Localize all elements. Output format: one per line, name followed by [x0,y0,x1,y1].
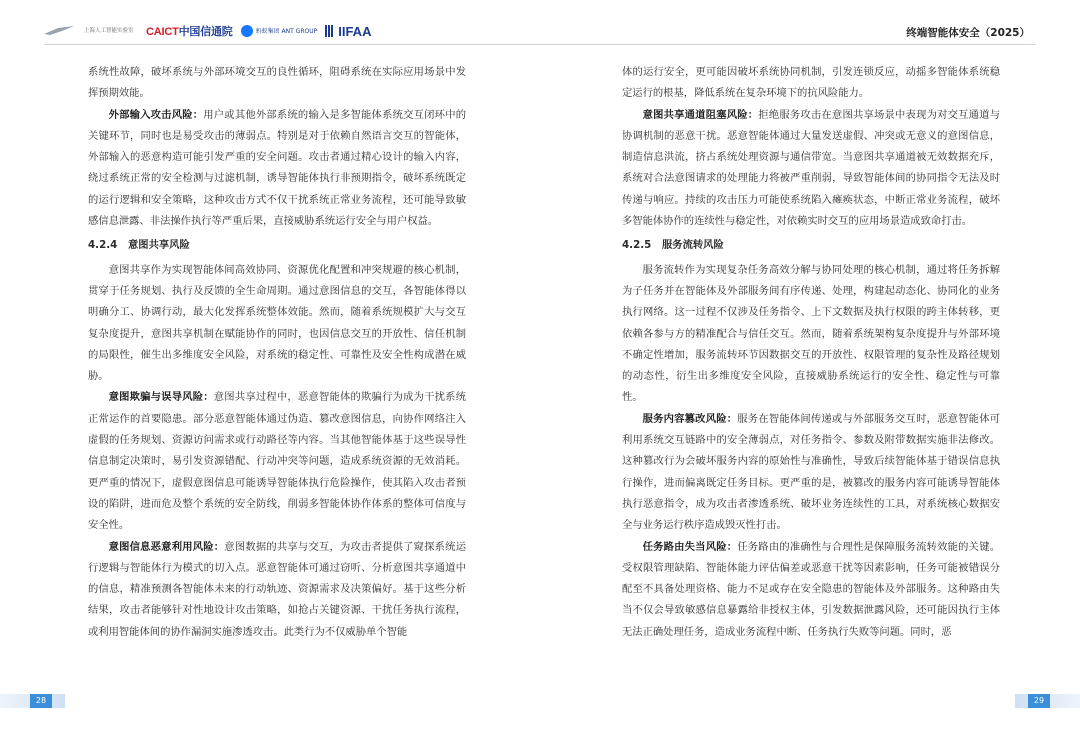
section-title: 服务流转风险 [662,239,724,252]
page-header [0,0,1080,44]
iifaa-mark-icon [325,25,335,37]
partner-logos [44,20,371,42]
right-risk-heading-tampering: 服务内容篡改风险： [642,412,738,425]
iifaa-logo-text: IIFAA [338,23,372,39]
ant-group-logo-text: 蚂蚁集团 ANT GROUP [255,27,318,35]
right-paragraph-1: 体的运行安全，更可能因破坏系统协同机制，引发连锁反应，动摇多智能体系统稳定运行的根基，降低系统在复杂环境下的抗风险能力。 [622,66,1000,100]
left-risk-heading-misuse: 意图信息恶意利用风险： [108,540,225,553]
section-heading-4-2-5 [622,235,1000,256]
left-page-column [88,62,466,643]
ant-circle-icon [241,25,253,37]
right-page-column [622,62,1000,643]
left-paragraph-external-input [88,105,466,233]
caict-logo [146,23,233,39]
right-risk-heading-routing: 任务路由失当风险： [642,540,738,553]
section-title: 意图共享风险 [128,239,190,252]
left-risk-body-deception: 意图共享过程中，恶意智能体的欺骗行为成为干扰系统正常运作的首要隐患。部分恶意智能体通过伪造、篡改意图信息，向协作网络注入虚假的任务规划、资源访问需求或行动路径等内容。当其他智能体基于这些误导性信息制定决策时，易引发资源错配、行动冲突等问题，造成系统资源的无效消耗。更严重的情况下，虚假意图信息可能诱导智能体执行危险操作，使其陷入攻击者预设的陷阱，进而危及整个系统的安全防线，削弱多智能体协作体系的整体可信度与安全性。 [88,391,467,532]
section-number: 4.2.5 [622,239,652,252]
shanghai-ai-lab-logo: 上海人工智能实验室 [84,27,134,34]
header-divider [44,44,1036,45]
document-title: 终端智能体安全（2025） [906,27,1030,39]
iifaa-logo [325,24,371,39]
left-risk-body-misuse: 意图数据的共享与交互，为攻击者提供了窥探系统运行逻辑与智能体行为模式的切入点。恶意智能体可通过窃听、分析意图共享通道中的信息，精准预测各智能体未来的行动轨迹、资源需求及决策偏好。基于这些分析结果，攻击者能够针对性地设计攻击策略，如抢占关键资源、干扰任务执行流程，或利用智能体间的协作漏洞实施渗透攻击。此类行为不仅威胁单个智能 [88,540,466,638]
right-paragraph-tampering [622,409,1000,537]
left-risk-heading-deception: 意图欺骗与误导风险： [108,391,214,404]
left-paragraph-1: 系统性故障，破坏系统与外部环境交互的良性循环，阻碍系统在实际应用场景中发挥预期效能。 [88,66,466,100]
right-risk-body-blocking: 拒绝服务攻击在意图共享场景中表现为对交互通道与协调机制的恶意干扰。恶意智能体通过大量发送虚假、冲突或无意义的意图信息，制造信息洪流，挤占系统处理资源与通信带宽。当意图共享通道被无效数据充斥，系统对合法意图请求的处理能力将被严重削弱，导致智能体间的协同指令无法及时传递与响应。持续的攻击压力可能使系统陷入瘫痪状态，中断正常业务流程，破坏多智能体协作的连续性与稳定性，对依赖实时交互的应用场景造成致命打击。 [622,108,1000,228]
left-paragraph-intent-misuse [88,537,466,643]
left-paragraph-intent-intro: 意图共享作为实现智能体间高效协同、资源优化配置和冲突规避的核心机制，贯穿于任务规划、执行及反馈的全生命周期。通过意图信息的交互，各智能体得以明确分工、协调行动，最大化发挥系统整体效能。然而，随着系统规模扩大与交互复杂度提升，意图共享机制在赋能协作的同时，也因信息交互的开放性、信任机制的局限性，催生出多维度安全风险，对系统的稳定性、可靠性及安全性构成潜在威胁。 [88,263,466,383]
page-number-right: 29 [1028,694,1050,708]
ant-group-logo [241,25,318,37]
right-paragraph-channel-blocking [622,105,1000,233]
caict-logo-en: CAICT [146,26,179,38]
right-paragraph-service-intro: 服务流转作为实现复杂任务高效分解与协同处理的核心机制，通过将任务拆解为子任务并在智能体及外部服务间有序传递、处理，构建起动态化、协同化的业务执行网络。这一过程不仅涉及任务指令、上下文数据及执行权限的跨主体转移，更依赖各参与方的精准配合与信任交互。然而，随着系统架构复杂度提升与外部环境不确定性增加，服务流转环节因数据交互的开放性、权限管理的复杂性及路径规划的动态性，衍生出多维度安全风险，直接威胁系统运行的安全性、稳定性与可靠性。 [622,263,1000,404]
caict-logo-cn: 中国信通院 [178,26,233,38]
page-number-left: 28 [30,694,52,708]
right-risk-body-tampering: 服务在智能体间传递或与外部服务交互时，恶意智能体可利用系统交互链路中的安全薄弱点，对任务指令、参数及附带数据实施非法修改。这种篡改行为会破坏服务内容的原始性与准确性，导致后续智能体基于错误信息执行操作，进而偏离既定任务目标。更严重的是，被篡改的服务内容可能诱导智能体执行恶意指令，成为攻击者渗透系统、破坏业务连续性的工具，对系统核心数据安全与业务运行秩序造成毁灭性打击。 [622,412,1001,532]
section-number: 4.2.4 [88,239,118,252]
wing-logo-icon [44,26,76,36]
right-paragraph-routing [622,537,1000,643]
section-heading-4-2-4 [88,235,466,256]
left-risk-body-external-input: 用户或其他外部系统的输入是多智能体系统交互闭环中的关键环节，同时也是易受攻击的薄弱点。特别是对于依赖自然语言交互的智能体，外部输入的恶意构造可能引发严重的安全问题。攻击者通过精心设计的输入内容，绕过系统正常的安全检测与过滤机制，诱导智能体执行非预期指令，破坏系统既定的运行逻辑和安全策略，这种攻击方式不仅干扰系统正常业务流程，还可能导致敏感信息泄露、非法操作执行等严重后果，直接威胁系统运行安全与用户权益。 [88,108,467,228]
left-risk-heading-external-input: 外部输入攻击风险： [108,108,204,121]
left-paragraph-intent-deception [88,387,466,536]
right-risk-body-routing: 任务路由的准确性与合理性是保障服务流转效能的关键。受权限管理缺陷、智能体能力评估偏差或恶意干扰等因素影响，任务可能被错误分配至不具备处理资格、能力不足或存在安全隐患的智能体及外部服务。这种路由失当不仅会导致敏感信息暴露给非授权主体，引发数据泄露风险，还可能因执行主体无法正确处理任务，造成业务流程中断、任务执行失败等问题。同时，恶 [622,540,1001,638]
right-risk-heading-blocking: 意图共享通道阻塞风险： [642,108,759,121]
